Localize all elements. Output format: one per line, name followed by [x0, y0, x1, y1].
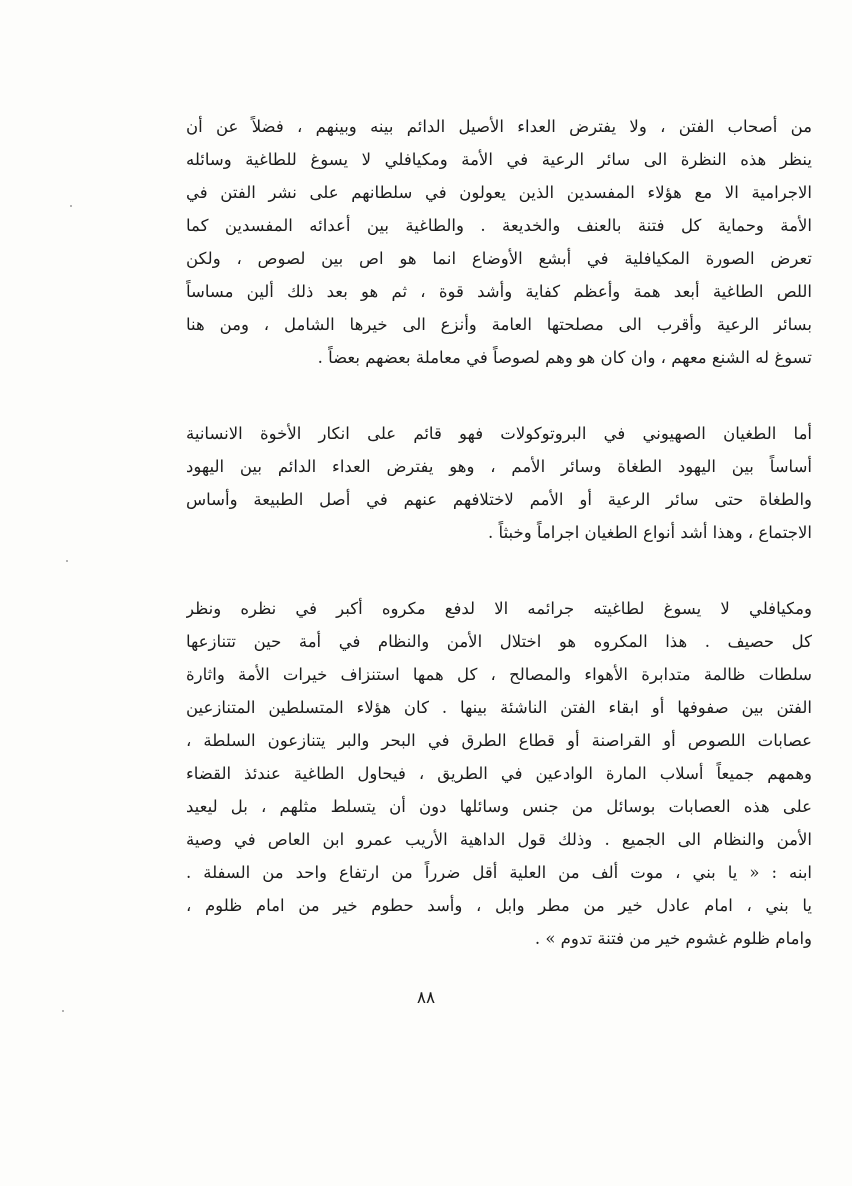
paragraph-line: ومكيافلي لا يسوغ لطاغيته جرائمه الا لدفع مكروه أكبر في نظره ونظر [186, 599, 812, 618]
paragraph-1 [186, 110, 812, 374]
paragraph-line: أساساً بين اليهود الطغاة وسائر الأمم ، وهو يفترض العداء الدائم بين اليهود [186, 457, 812, 476]
paragraph-line: تعرض الصورة المكيافلية في أبشع الأوضاع انما هو اص بين لصوص ، ولكن [186, 249, 812, 268]
paragraph-line: من أصحاب الفتن ، ولا يفترض العداء الأصيل الدائم بينه وبينهم ، فضلاً عن أن [186, 117, 812, 136]
paragraph-line: الفتن بين صفوفها أو ابقاء الفتن الناشئة بينها . كان هؤلاء المتسلطين المتنازعين [186, 698, 812, 717]
paragraph-line: كل حصيف . هذا المكروه هو اختلال الأمن والنظام في أمة حين تتنازعها [186, 632, 812, 651]
paragraph-line: اللص الطاغية أبعد همة وأعظم كفاية وأشد قوة ، ثم هو بعد ذلك ألين مساساً [186, 282, 812, 301]
paragraph-line: الأمن والنظام الى الجميع . وذلك قول الداهية الأريب عمرو ابن العاص في وصية [186, 830, 812, 849]
paragraph-line: ابنه : « يا بني ، موت ألف من العلية أقل ضرراً من ارتفاع واحد من السفلة . [186, 863, 812, 882]
paragraph-2 [186, 417, 812, 549]
scan-speck [66, 560, 68, 562]
paragraph-3 [186, 592, 812, 955]
paragraph-line: أما الطغيان الصهيوني في البروتوكولات فهو قائم على انكار الأخوة الانسانية [186, 424, 812, 443]
paragraph-line: الأمة وحماية كل فتنة بالعنف والخديعة . والطاغية بين أعدائه المفسدين كما [186, 216, 812, 235]
paragraph-line: وامام ظلوم غشوم خير من فتنة تدوم » . [534, 929, 812, 948]
paragraph-line: بسائر الرعية وأقرب الى مصلحتها العامة وأنزع الى خيرها الشامل ، ومن هنا [186, 315, 812, 334]
scan-speck [70, 205, 72, 207]
paragraph-line: الاجرامية الا مع هؤلاء المفسدين الذين يعولون في سلطانهم على نشر الفتن في [186, 183, 812, 202]
paragraph-line: والطغاة حتى سائر الرعية أو الأمم لاختلافهم عنهم في أصل الطبيعة وأساس [186, 490, 812, 509]
paragraph-line: على هذه العصابات بوسائل من جنس وسائلها دون أن يتسلط مثلهم ، بل ليعيد [186, 797, 812, 816]
scan-speck [62, 1010, 64, 1012]
paragraph-line: وهمهم جميعاً أسلاب المارة الوادعين في الطريق ، فيحاول الطاغية عندئذ القضاء [186, 764, 812, 783]
paragraph-line: الاجتماع ، وهذا أشد أنواع الطغيان اجراماً وخبثاً . [488, 523, 812, 542]
paragraph-line: تسوغ له الشنع معهم ، وان كان هو وهم لصوصاً في معاملة بعضهم بعضاً . [317, 348, 812, 367]
paragraph-line: يا بني ، امام عادل خير من مطر وابل ، وأسد حطوم خير من امام ظلوم ، [186, 896, 812, 915]
paragraph-line: ينظر هذه النظرة الى سائر الرعية في الأمة ومكيافلي لا يسوغ للطاغية وسائله [186, 150, 812, 169]
paragraph-line: سلطات ظالمة متدابرة الأهواء والمصالح ، كل همها استنزاف خيرات الأمة واثارة [186, 665, 812, 684]
page-number: ٨٨ [416, 988, 436, 1008]
paragraph-line: عصابات اللصوص أو القراصنة أو قطاع الطرق في البحر والبر يتنازعون السلطة ، [186, 731, 812, 750]
